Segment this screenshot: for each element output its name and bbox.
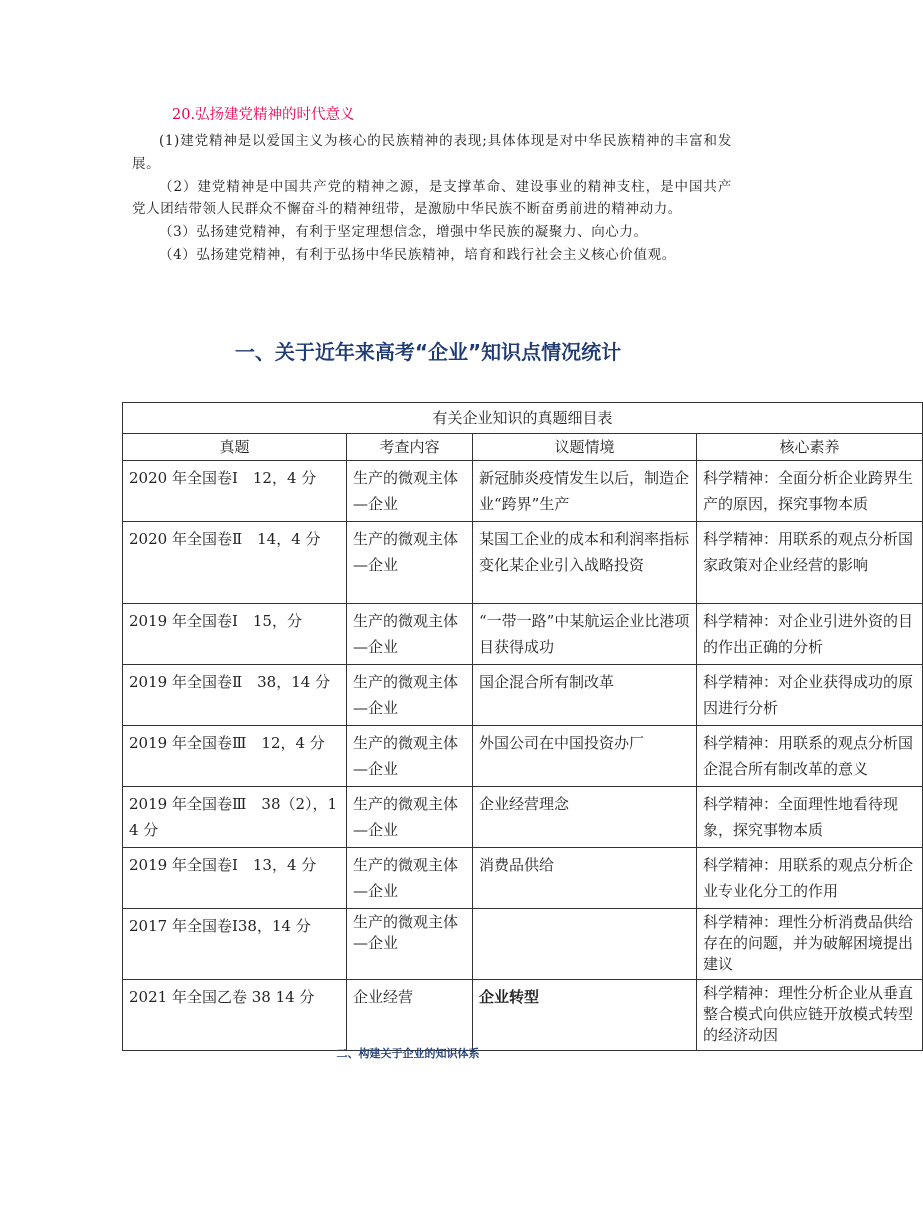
cell-content: 生产的微观主体—企业 xyxy=(347,522,473,604)
header-literacy: 核心素养 xyxy=(697,434,923,461)
cell-context: “一带一路”中某航运企业比港项目获得成功 xyxy=(473,604,697,665)
exam-table xyxy=(122,402,923,1051)
table-row xyxy=(123,461,923,522)
cell-content: 生产的微观主体—企业 xyxy=(347,604,473,665)
table-row xyxy=(123,522,923,604)
section-20 xyxy=(132,104,732,267)
cell-context: 某国工企业的成本和利润率指标变化某企业引入战略投资 xyxy=(473,522,697,604)
header-content: 考查内容 xyxy=(347,434,473,461)
cell-content: 生产的微观主体—企业 xyxy=(347,461,473,522)
cell-exam: 2019 年全国卷Ⅰ 15，分 xyxy=(123,604,347,665)
cell-content: 企业经营 xyxy=(347,980,473,1051)
cell-content: 生产的微观主体—企业 xyxy=(347,787,473,848)
cell-literacy: 科学精神：用联系的观点分析国企混合所有制改革的意义 xyxy=(697,726,923,787)
table-caption: 有关企业知识的真题细目表 xyxy=(123,403,923,434)
cell-content: 生产的微观主体—企业 xyxy=(347,726,473,787)
table-row xyxy=(123,909,923,980)
section-heading-1: 一、关于近年来高考“企业”知识点情况统计 xyxy=(234,340,622,364)
table-row xyxy=(123,980,923,1051)
cell-context: 企业经营理念 xyxy=(473,787,697,848)
cell-exam: 2020 年全国卷Ⅱ 14，4 分 xyxy=(123,522,347,604)
header-context: 议题情境 xyxy=(473,434,697,461)
cell-exam: 2019 年全国卷Ⅱ 38，14 分 xyxy=(123,665,347,726)
table-header-row xyxy=(123,434,923,461)
header-exam: 真题 xyxy=(123,434,347,461)
cell-exam: 2021 年全国乙卷 38 14 分 xyxy=(123,980,347,1051)
cell-content: 生产的微观主体—企业 xyxy=(347,909,473,980)
table-row xyxy=(123,665,923,726)
table-row xyxy=(123,848,923,909)
cell-literacy: 科学精神：全面分析企业跨界生产的原因，探究事物本质 xyxy=(697,461,923,522)
cell-exam: 2017 年全国卷Ⅰ38，14 分 xyxy=(123,909,347,980)
table-row xyxy=(123,787,923,848)
table-caption-row xyxy=(123,403,923,434)
cell-context: 外国公司在中国投资办厂 xyxy=(473,726,697,787)
cell-content: 生产的微观主体—企业 xyxy=(347,848,473,909)
cell-context: 消费品供给 xyxy=(473,848,697,909)
paragraph-4: （4）弘扬建党精神，有利于弘扬中华民族精神，培育和践行社会主义核心价值观。 xyxy=(159,246,676,263)
cell-literacy: 科学精神：全面理性地看待现象，探究事物本质 xyxy=(697,787,923,848)
table-row xyxy=(123,726,923,787)
cell-context: 国企混合所有制改革 xyxy=(473,665,697,726)
section-heading-2: 二、构建关于企业的知识体系 xyxy=(336,1047,480,1060)
cell-exam: 2019 年全国卷Ⅲ 38（2），14 分 xyxy=(123,787,347,848)
paragraph-1: (1)建党精神是以爱国主义为核心的民族精神的表现;具体体现是对中华民族精神的丰富和发展。 xyxy=(132,133,732,172)
cell-exam: 2020 年全国卷Ⅰ 12，4 分 xyxy=(123,461,347,522)
cell-exam: 2019 年全国卷Ⅰ 13，4 分 xyxy=(123,848,347,909)
exam-table-container xyxy=(122,402,914,1051)
cell-context xyxy=(473,909,697,980)
cell-content: 生产的微观主体—企业 xyxy=(347,665,473,726)
paragraph-3: （3）弘扬建党精神，有利于坚定理想信念，增强中华民族的凝聚力、向心力。 xyxy=(159,224,648,241)
cell-literacy: 科学精神：对企业获得成功的原因进行分析 xyxy=(697,665,923,726)
cell-literacy: 科学精神：理性分析消费品供给存在的问题，并为破解困境提出建议 xyxy=(697,909,923,980)
cell-literacy: 科学精神：理性分析企业从垂直整合模式向供应链开放模式转型的经济动因 xyxy=(697,980,923,1051)
paragraph-2: （2）建党精神是中国共产党的精神之源，是支撑革命、建设事业的精神支柱，是中国共产党人团结带领人民群众不懈奋斗的精神纽带，是激励中华民族不断奋勇前进的精神动力。 xyxy=(132,178,732,218)
section-20-title: 20.弘扬建党精神的时代意义 xyxy=(172,107,355,123)
table-row xyxy=(123,604,923,665)
cell-literacy: 科学精神：用联系的观点分析企业专业化分工的作用 xyxy=(697,848,923,909)
cell-context: 企业转型 xyxy=(473,980,697,1051)
cell-literacy: 科学精神：对企业引进外资的目的作出正确的分析 xyxy=(697,604,923,665)
cell-literacy: 科学精神：用联系的观点分析国家政策对企业经营的影响 xyxy=(697,522,923,604)
cell-exam: 2019 年全国卷Ⅲ 12，4 分 xyxy=(123,726,347,787)
cell-context: 新冠肺炎疫情发生以后，制造企业“跨界”生产 xyxy=(473,461,697,522)
